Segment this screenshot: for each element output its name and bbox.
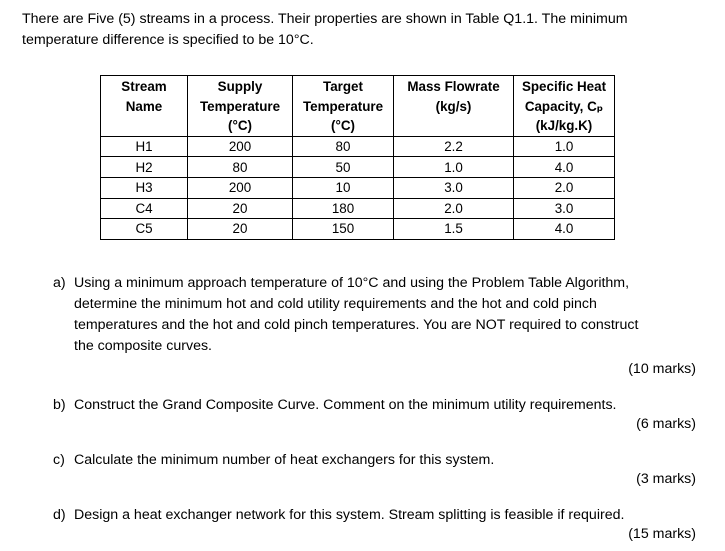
cell-cp: 3.0 xyxy=(514,198,615,219)
cell-flowrate: 2.2 xyxy=(394,136,514,157)
part-a-text: Using a minimum approach temperature of 10°C and using the Problem Table Algorithm, determine the minimum hot and cold utility requirements and the hot and cold pinch temperatures and the hot and cold pinch temperatures. You are NOT required to construct the composite curves. xyxy=(74,275,639,354)
cell-target: 80 xyxy=(293,136,394,157)
intro-line-1: There are Five (5) streams in a process. Their properties are shown in Table Q1.1. The minimum xyxy=(22,11,628,27)
cell-flowrate: 1.5 xyxy=(394,219,514,240)
cell-cp: 4.0 xyxy=(514,219,615,240)
cell-cp: 1.0 xyxy=(514,136,615,157)
cell-stream: H3 xyxy=(101,177,188,198)
table-header-row xyxy=(101,76,615,137)
cell-stream: C5 xyxy=(101,219,188,240)
cell-supply: 200 xyxy=(188,177,293,198)
part-c-label: c) xyxy=(53,452,65,468)
cell-flowrate: 3.0 xyxy=(394,177,514,198)
cell-stream: C4 xyxy=(101,198,188,219)
table-row xyxy=(101,136,615,157)
cell-supply: 20 xyxy=(188,219,293,240)
cell-stream: H2 xyxy=(101,157,188,178)
problem-intro xyxy=(22,9,712,51)
header-mass-flowrate: Mass Flowrate (kg/s) xyxy=(394,76,514,137)
table-row xyxy=(101,219,615,240)
cell-stream: H1 xyxy=(101,136,188,157)
header-target-temperature: Target Temperature (°C) xyxy=(293,76,394,137)
table-row xyxy=(101,198,615,219)
cell-flowrate: 2.0 xyxy=(394,198,514,219)
cell-cp: 4.0 xyxy=(514,157,615,178)
part-b-label: b) xyxy=(53,397,66,413)
stream-properties-table xyxy=(100,75,615,240)
part-b-text: Construct the Grand Composite Curve. Comment on the minimum utility requirements. xyxy=(74,397,617,413)
table-row xyxy=(101,177,615,198)
part-c-text: Calculate the minimum number of heat exchangers for this system. xyxy=(74,452,495,468)
intro-line-2: temperature difference is specified to be 10°C. xyxy=(22,32,314,48)
part-a-label: a) xyxy=(53,275,66,291)
part-d-marks: (15 marks) xyxy=(628,526,696,542)
header-specific-heat: Specific Heat Capacity, Cₚ (kJ/kg.K) xyxy=(514,76,615,137)
table-row xyxy=(101,157,615,178)
cell-supply: 80 xyxy=(188,157,293,178)
part-c-marks: (3 marks) xyxy=(636,471,696,487)
cell-target: 150 xyxy=(293,219,394,240)
part-a-marks: (10 marks) xyxy=(628,361,696,377)
part-b-marks: (6 marks) xyxy=(636,416,696,432)
cell-flowrate: 1.0 xyxy=(394,157,514,178)
header-stream-name: Stream Name xyxy=(101,76,188,137)
part-d-label: d) xyxy=(53,507,66,523)
header-supply-temperature: Supply Temperature (°C) xyxy=(188,76,293,137)
cell-cp: 2.0 xyxy=(514,177,615,198)
cell-supply: 20 xyxy=(188,198,293,219)
cell-target: 10 xyxy=(293,177,394,198)
cell-target: 50 xyxy=(293,157,394,178)
cell-supply: 200 xyxy=(188,136,293,157)
part-d-text: Design a heat exchanger network for this system. Stream splitting is feasible if required. xyxy=(74,507,625,523)
cell-target: 180 xyxy=(293,198,394,219)
